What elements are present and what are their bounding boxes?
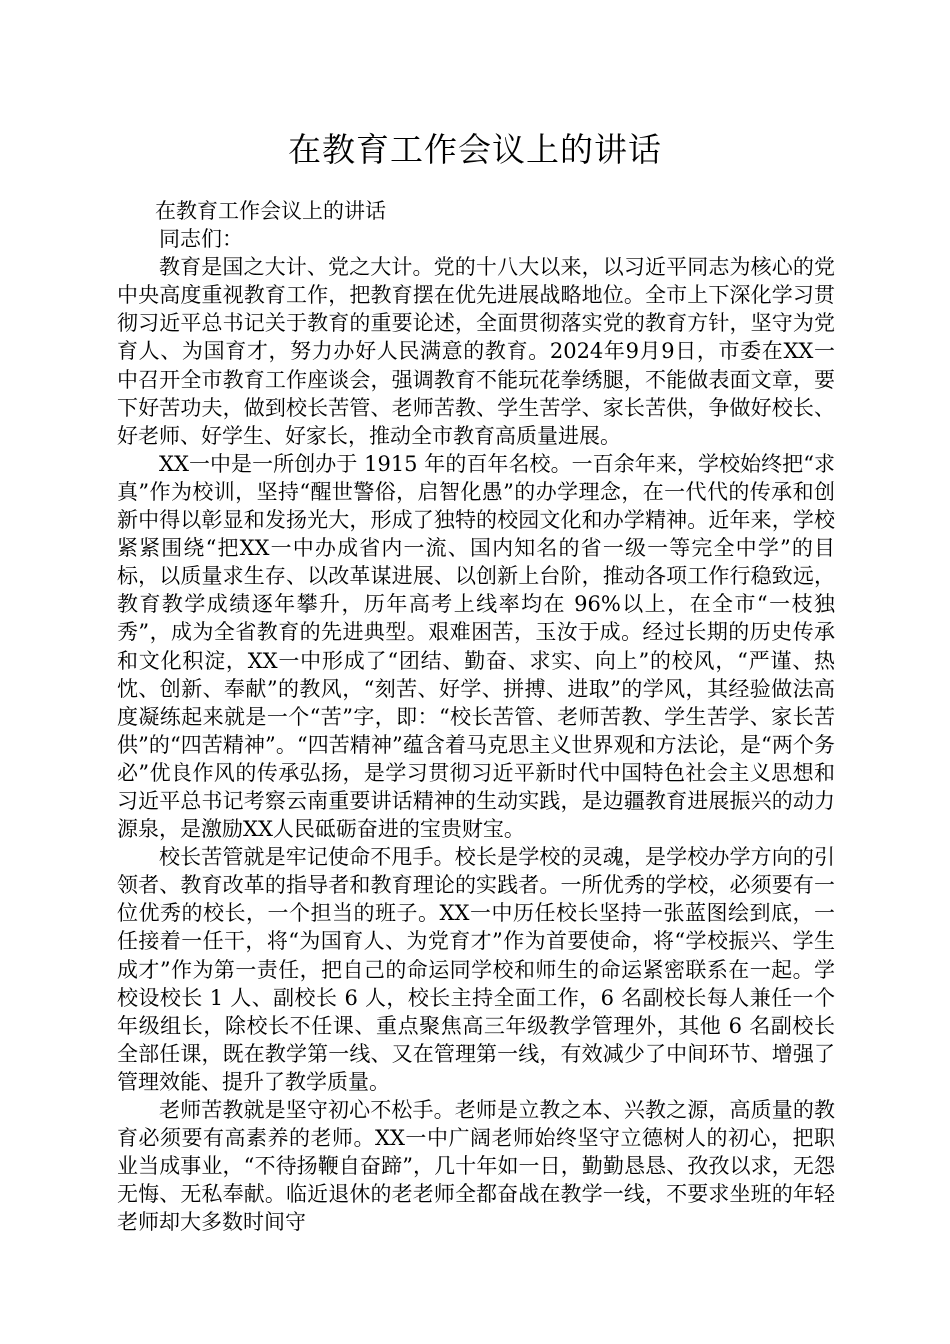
- paragraph-1: 教育是国之大计、党之大计。党的十八大以来，以习近平同志为核心的党中央高度重视教育工作，把教育摆在优先进展战略地位。全市上下深化学习贯彻习近平总书记关于教育的重要论述，全面贯彻落实党的教育方针，坚守为党育人、为国育才，努力办好人民满意的教育。2024年9月9日，市委在XX一中召开全市教育工作座谈会，强调教育不能玩花拳绣腿，不能做表面文章，要下好苦功夫，做到校长苦管、老师苦教、学生苦学、家长苦供，争做好校长、好老师、好学生、好家长，推动全市教育高质量进展。: [117, 255, 835, 448]
- greeting: 同志们：: [159, 227, 243, 252]
- paragraph-3: 校长苦管就是牢记使命不甩手。校长是学校的灵魂，是学校办学方向的引领者、教育改革的指导者和教育理论的实践者。一所优秀的学校，必须要有一位优秀的校长，一个担当的班子。XX一中历任校长坚持一张蓝图绘到底，一任接着一任干，将“为国育人、为党育才”作为首要使命，将“学校振兴、学生成才”作为第一责任，把自己的命运同学校和师生的命运紧密联系在一起。学校设校长 1 人、副校长 6 人，校长主持全面工作，6 名副校长每人兼任一个年级组长，除校长不任课、重点聚焦高三年级教学管理外，其他 6 名副校长全部任课，既在教学第一线、又在管理第一线，有效减少了中间环节、增强了管理效能、提升了教学质量。: [117, 845, 835, 1094]
- document-body: [117, 197, 835, 1236]
- document-title: 在教育工作会议上的讲话: [288, 130, 662, 169]
- paragraph-4: 老师苦教就是坚守初心不松手。老师是立教之本、兴教之源，高质量的教育必须要有高素养的老师。XX一中广阔老师始终坚守立德树人的初心，把职业当成事业，“不待扬鞭自奋蹄”，几十年如一日，勤勤恳恳、孜孜以求，无怨无悔、无私奉献。临近退休的老老师全都奋战在教学一线，不要求坐班的年轻老师却大多数时间守: [117, 1098, 835, 1235]
- document-subtitle: 在教育工作会议上的讲话: [155, 199, 386, 223]
- paragraph-2: XX一中是一所创办于 1915 年的百年名校。一百余年来，学校始终把“求真”作为校训，坚持“醒世警俗，启智化愚”的办学理念，在一代代的传承和创新中得以彰显和发扬光大，形成了独特的校园文化和办学精神。近年来，学校紧紧围绕“把XX一中办成省内一流、国内知名的省一级一等完全中学”的目标，以质量求生存、以改革谋进展、以创新上台阶，推动各项工作行稳致远，教育教学成绩逐年攀升，历年高考上线率均在 96%以上，在全市“一枝独秀”，成为全省教育的先进典型。艰难困苦，玉汝于成。经过长期的历史传承和文化积淀，XX一中形成了“团结、勤奋、求实、向上”的校风，“严谨、热忱、创新、奉献”的教风，“刻苦、好学、拼搏、进取”的学风，其经验做法高度凝练起来就是一个“苦”字，即：“校长苦管、老师苦教、学生苦学、家长苦供”的“四苦精神”。“四苦精神”蕴含着马克思主义世界观和方法论，是“两个务必”优良作风的传承弘扬，是学习贯彻习近平新时代中国特色社会主义思想和习近平总书记考察云南重要讲话精神的生动实践，是边疆教育进展振兴的动力源泉，是激励XX人民砥砺奋进的宝贵财宝。: [117, 451, 835, 842]
